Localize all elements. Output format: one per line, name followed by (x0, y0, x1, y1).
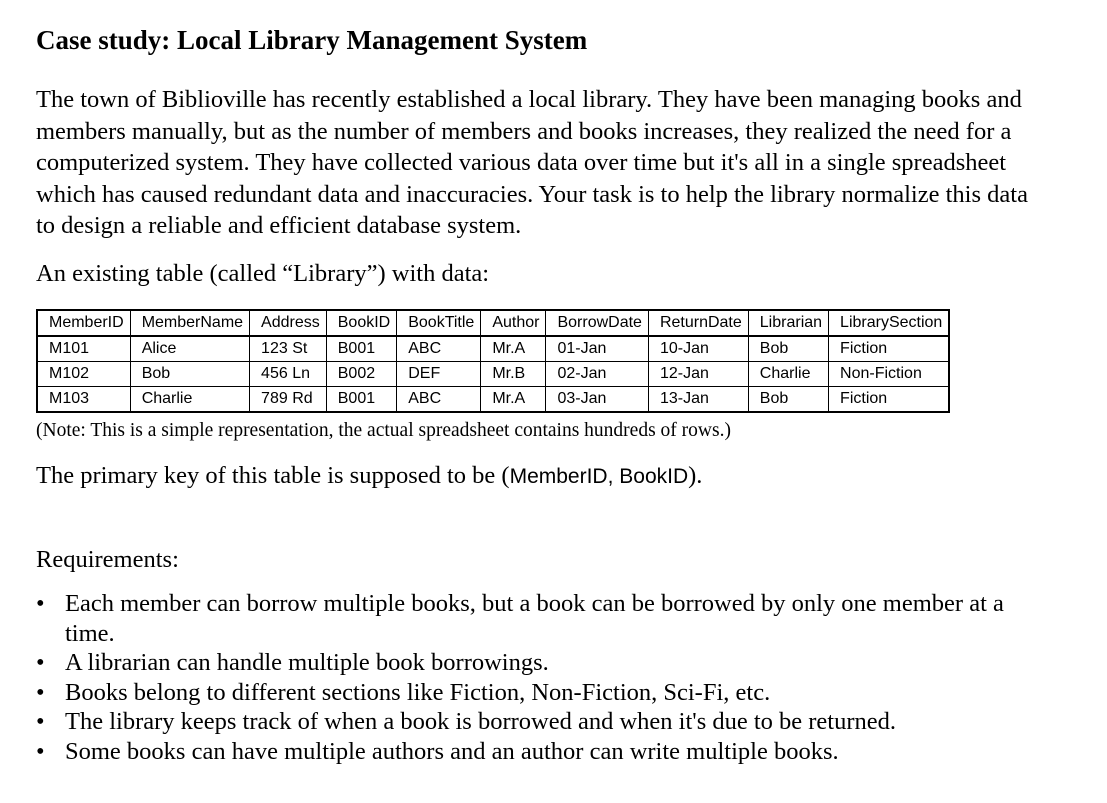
requirement-text: Each member can borrow multiple books, but a book can be borrowed by only one member at a time. (65, 590, 1004, 647)
bullet-icon: • (36, 590, 45, 617)
table-cell: Mr.A (481, 387, 546, 413)
list-item (36, 589, 1046, 648)
table-cell: Non-Fiction (829, 362, 950, 387)
table-cell: B002 (326, 362, 396, 387)
table-cell: 123 St (250, 336, 327, 362)
table-header-row (37, 310, 949, 336)
table-cell: ABC (397, 387, 481, 413)
bullet-icon: • (36, 678, 45, 706)
requirements-heading: Requirements: (36, 546, 179, 573)
table-cell: B001 (326, 387, 396, 413)
library-table (36, 309, 950, 413)
column-header: BorrowDate (546, 310, 648, 336)
bullet-icon: • (36, 708, 45, 735)
column-header: MemberID (37, 310, 130, 336)
table-row (37, 362, 949, 387)
column-header: BookTitle (397, 310, 481, 336)
table-cell: M102 (37, 362, 130, 387)
bullet-icon: • (36, 649, 45, 676)
table-cell: Alice (130, 336, 249, 362)
column-header: BookID (326, 310, 396, 336)
primary-key-prefix: The primary key of this table is supposed to be ( (36, 462, 510, 489)
table-cell: M103 (37, 387, 130, 413)
list-item (36, 737, 1046, 767)
table-cell: 789 Rd (250, 387, 327, 413)
bullet-icon: • (36, 737, 45, 765)
table-row (37, 336, 949, 362)
column-header: Address (250, 310, 327, 336)
table-caption: An existing table (called “Library”) with data: (36, 260, 490, 287)
table-row (37, 387, 949, 413)
table-cell: B001 (326, 336, 396, 362)
column-header: Librarian (748, 310, 828, 336)
requirement-text: Books belong to different sections like Fiction, Non-Fiction, Sci-Fi, etc. (65, 678, 771, 706)
table-cell: Mr.A (481, 336, 546, 362)
list-item (36, 648, 1046, 678)
table-cell: Fiction (829, 336, 950, 362)
table-cell: DEF (397, 362, 481, 387)
list-item (36, 707, 1046, 737)
requirement-text: A librarian can handle multiple book borrowings. (65, 649, 549, 676)
requirement-text: Some books can have multiple authors and an author can write multiple books. (65, 737, 839, 765)
table-note: (Note: This is a simple representation, the actual spreadsheet contains hundreds of rows.) (36, 420, 731, 441)
table-cell: Bob (748, 387, 828, 413)
table-cell: ABC (397, 336, 481, 362)
table-cell: 12-Jan (648, 362, 748, 387)
primary-key-suffix: ). (688, 462, 703, 489)
requirement-text: The library keeps track of when a book is borrowed and when it's due to be returned. (65, 708, 897, 735)
column-header: ReturnDate (648, 310, 748, 336)
table-cell: Charlie (130, 387, 249, 413)
requirements-list (36, 589, 1046, 766)
table-cell: 13-Jan (648, 387, 748, 413)
table-cell: 01-Jan (546, 336, 648, 362)
table-cell: Bob (130, 362, 249, 387)
primary-key-statement (36, 460, 702, 493)
table-cell: Fiction (829, 387, 950, 413)
table-cell: 10-Jan (648, 336, 748, 362)
case-study-title: Case study: Local Library Management System (36, 25, 588, 55)
list-item (36, 678, 1046, 708)
table-cell: Bob (748, 336, 828, 362)
table-cell: Charlie (748, 362, 828, 387)
intro-paragraph: The town of Biblioville has recently established a local library. They have been managing books and members manually, but as the number of members and books increases, they realized the need for a computerized system. They have collected various data over time but it's all in a single spreadsheet which has caused redundant data and inaccuracies. Your task is to help the library normalize this data to design a reliable and efficient database system. (36, 86, 1028, 239)
table-cell: 456 Ln (250, 362, 327, 387)
table-cell: 02-Jan (546, 362, 648, 387)
column-header: LibrarySection (829, 310, 950, 336)
primary-key-columns: MemberID, BookID (509, 465, 689, 488)
table-cell: 03-Jan (546, 387, 648, 413)
table-cell: Mr.B (481, 362, 546, 387)
column-header: Author (481, 310, 546, 336)
column-header: MemberName (130, 310, 249, 336)
table-cell: M101 (37, 336, 130, 362)
